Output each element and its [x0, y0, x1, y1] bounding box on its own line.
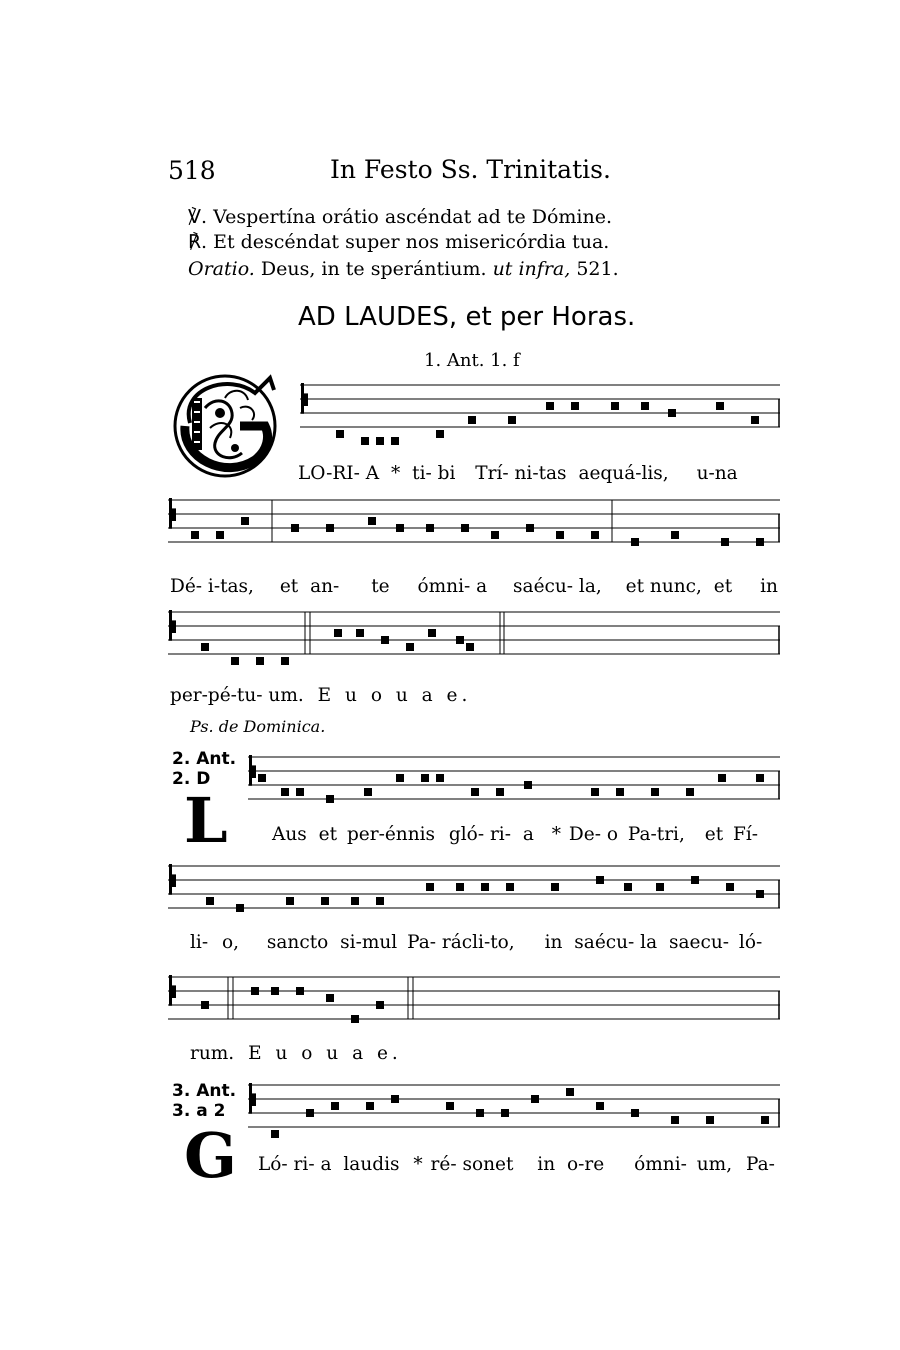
neume-note [368, 517, 376, 525]
clef-stem [249, 1083, 252, 1114]
clef-stem [249, 755, 252, 786]
neume-note [296, 788, 304, 796]
lyric-syllable: aequá-lis, [578, 463, 669, 484]
neume-note [236, 904, 244, 912]
clef-stem [169, 610, 172, 641]
neume-note [334, 629, 342, 637]
ant2-line1 [272, 824, 758, 845]
neume-note [376, 1001, 384, 1009]
lyric-syllable: Pa- rácli-to, [407, 932, 515, 953]
neume-note [206, 897, 214, 905]
neume-note [456, 636, 464, 644]
neume-note [306, 1109, 314, 1117]
lyric-syllable: ré- sonet [430, 1154, 514, 1175]
neume-note [671, 1116, 679, 1124]
lyric-syllable: saécu- la [574, 932, 658, 953]
neume-note [624, 883, 632, 891]
neume-note [556, 531, 564, 539]
lyric-syllable: ómni- a [417, 576, 488, 597]
neume-note [271, 987, 279, 995]
neume-note [761, 1116, 769, 1124]
clef-stem [169, 975, 172, 1006]
neume-note [291, 524, 299, 532]
neume-note [256, 657, 264, 665]
neume-note [258, 774, 266, 782]
neume-note [281, 657, 289, 665]
neume-note [496, 788, 504, 796]
neume-note [756, 538, 764, 546]
ant3-line1 [258, 1154, 775, 1175]
neume-note [426, 883, 434, 891]
lyric-syllable: o, [221, 932, 240, 953]
neume-note [491, 531, 499, 539]
neume-note [241, 517, 249, 525]
lyric-syllable: ti- bi [412, 463, 456, 484]
neume-note [596, 876, 604, 884]
neume-note [396, 524, 404, 532]
clef-stem [169, 864, 172, 895]
neume-note [631, 538, 639, 546]
neume-note [366, 1102, 374, 1110]
neume-note [611, 402, 619, 410]
neume-note [596, 1102, 604, 1110]
neume-note [471, 788, 479, 796]
lyric-syllable: ló- [738, 932, 763, 953]
neume-note [506, 883, 514, 891]
neume-note [326, 524, 334, 532]
neume-note [436, 430, 444, 438]
neume-note [524, 781, 532, 789]
neume-note [671, 531, 679, 539]
neume-note [651, 788, 659, 796]
neume-note [751, 416, 759, 424]
lyric-syllable: gló- ri- [448, 824, 511, 845]
versicle-text: Vespertína orátio ascéndat ad te Dómine. [213, 206, 613, 228]
neume-note [641, 402, 649, 410]
lyric-syllable: o-re [567, 1154, 605, 1175]
section-title: AD LAUDES, et per Horas. [298, 302, 636, 332]
clef-stem [301, 383, 304, 414]
neume-note [201, 1001, 209, 1009]
neume-note [376, 897, 384, 905]
neume-note [331, 1102, 339, 1110]
neume-note [391, 437, 399, 445]
ant2-line2 [190, 932, 762, 953]
neume-note [668, 409, 676, 417]
clef-stem [169, 498, 172, 529]
neume-note [421, 774, 429, 782]
lyric-syllable: sancto [266, 932, 329, 953]
response-text: Et descéndat super nos misericórdia tua. [213, 231, 610, 253]
lyric-syllable: De- o [568, 824, 618, 845]
neume-note [216, 531, 224, 539]
neume-note [326, 795, 334, 803]
neume-note [201, 643, 209, 651]
lyric-syllable: te [371, 576, 390, 597]
neume-note [721, 538, 729, 546]
lyric-syllable: saécu- la, [513, 576, 602, 597]
lyric-syllable: Trí- ni-tas [475, 463, 567, 484]
lyric-syllable: et [279, 576, 299, 597]
lyric-syllable: per-pé-tu- um. [170, 685, 304, 706]
ant2-initial: L [184, 784, 228, 857]
versicle-symbol: ℣. [188, 206, 208, 228]
neume-note [691, 876, 699, 884]
neume-note [231, 657, 239, 665]
neume-note [251, 987, 259, 995]
neume-note [468, 416, 476, 424]
neume-note [406, 643, 414, 651]
neume-note [456, 883, 464, 891]
lyric-syllable: et nunc, [625, 576, 702, 597]
lyric-syllable: et [713, 576, 733, 597]
neume-note [361, 437, 369, 445]
oratio-text: Deus, in te sperántium. [260, 258, 487, 280]
neume-note [716, 402, 724, 410]
neume-note [756, 774, 764, 782]
neume-note [718, 774, 726, 782]
euouae: E u o u a e. [317, 685, 472, 706]
neume-note [351, 897, 359, 905]
ant1-line2 [170, 576, 778, 597]
neume-note [356, 629, 364, 637]
lyric-syllable: an- [310, 576, 340, 597]
neume-note [686, 788, 694, 796]
ant1-line3 [170, 685, 471, 706]
neume-note [426, 524, 434, 532]
neume-note [656, 883, 664, 891]
lyric-syllable: si-mul [340, 932, 398, 953]
oratio-label: Oratio. [188, 258, 255, 280]
lyric-syllable: Dé- i-tas, [170, 576, 254, 597]
lyric-syllable: in [544, 932, 563, 953]
neume-note [466, 643, 474, 651]
lyric-asterisk: * [551, 824, 562, 845]
lyric-syllable: rum. [190, 1043, 235, 1064]
neume-note [376, 437, 384, 445]
neume-note [381, 636, 389, 644]
neume-note [428, 629, 436, 637]
lyric-syllable: et [704, 824, 724, 845]
neume-note [551, 883, 559, 891]
neume-note [616, 788, 624, 796]
lyric-syllable: in [537, 1154, 556, 1175]
neume-note [726, 883, 734, 891]
lyric-syllable: Pa- [745, 1154, 775, 1175]
euouae: E u o u a e. [248, 1043, 402, 1064]
neume-note [481, 883, 489, 891]
neume-note [546, 402, 554, 410]
lyric-syllable: laudis [343, 1154, 400, 1175]
lyric-asterisk: * [391, 463, 401, 484]
oratio-page: 521. [576, 258, 619, 280]
neume-note [396, 774, 404, 782]
page-number: 518 [168, 156, 216, 185]
lyric-syllable: saecu- [669, 932, 730, 953]
neume-note [526, 524, 534, 532]
neume-note [531, 1095, 539, 1103]
lyric-syllable: Pa-tri, [627, 824, 685, 845]
lyric-syllable: ómni- [634, 1154, 687, 1175]
neume-note [364, 788, 372, 796]
neume-note [391, 1095, 399, 1103]
lyric-syllable: u-na [696, 463, 738, 484]
oratio-ref: ut infra, [492, 258, 571, 280]
ant2-label: 2. Ant. [172, 749, 237, 769]
neume-note [631, 1109, 639, 1117]
neume-note [271, 1130, 279, 1138]
neume-note [296, 987, 304, 995]
ant3-initial: G [184, 1119, 237, 1192]
neume-note [336, 430, 344, 438]
ant2-line3 [190, 1043, 402, 1064]
neume-note [571, 402, 579, 410]
ant3-label: 3. Ant. [172, 1081, 237, 1101]
neume-note [756, 890, 764, 898]
ant2-mode: 2. D [172, 769, 211, 789]
lyric-syllable: Aus [272, 824, 307, 845]
neume-note [191, 531, 199, 539]
lyric-syllable: in [760, 576, 778, 597]
neume-note [321, 897, 329, 905]
lyric-syllable: et [318, 824, 338, 845]
neume-note [446, 1102, 454, 1110]
neume-note [591, 531, 599, 539]
ant1-line1 [298, 463, 738, 484]
lyric-syllable: li- [190, 932, 209, 953]
neume-note [351, 1015, 359, 1023]
lyric-syllable: um, [696, 1154, 733, 1175]
neume-note [706, 1116, 714, 1124]
neume-note [436, 774, 444, 782]
neume-note [281, 788, 289, 796]
lyric-syllable: a [522, 824, 534, 845]
running-title: In Festo Ss. Trinitatis. [330, 155, 611, 184]
psalm-note: Ps. de Dominica. [190, 717, 326, 736]
neume-note [286, 897, 294, 905]
neume-note [461, 524, 469, 532]
neume-note [501, 1109, 509, 1117]
neume-note [508, 416, 516, 424]
neume-note [326, 994, 334, 1002]
lyric-asterisk: * [413, 1154, 423, 1175]
neume-note [591, 788, 599, 796]
lyric-syllable: Fí- [733, 824, 759, 845]
neume-note [566, 1088, 574, 1096]
lyric-syllable: per-énnis [346, 824, 436, 845]
neume-note [476, 1109, 484, 1117]
antiphon1-heading: 1. Ant. 1. f [424, 350, 520, 371]
lyric-syllable: Ló- ri- a [258, 1154, 332, 1175]
lyric-syllable: LO-RI- A [298, 463, 380, 484]
ant3-mode: 3. a 2 [172, 1101, 226, 1121]
response-symbol: ℟. [188, 231, 208, 253]
